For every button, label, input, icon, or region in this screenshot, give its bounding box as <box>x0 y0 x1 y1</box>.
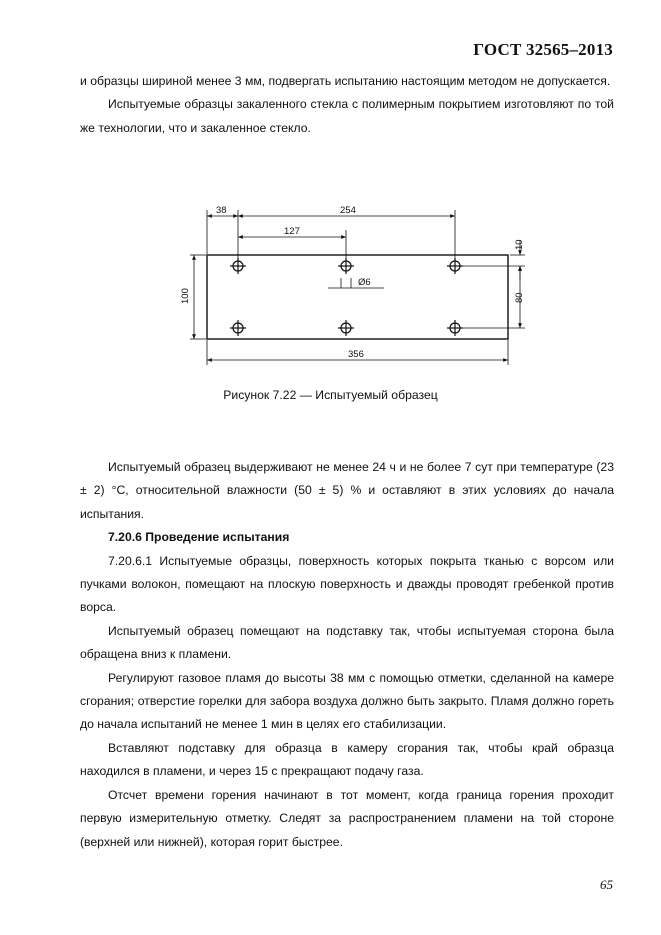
figure-caption: Рисунок 7.22 — Испытуемый образец <box>223 388 438 402</box>
paragraph: Испытуемый образец помещают на подставку так, чтобы испытуемая сторона была обращена вниз к пламени. <box>80 623 614 662</box>
paragraph: Регулируют газовое пламя до высоты 38 мм с помощью отметки, сделанной на камере сгорания; отверстие горелки для забора воздуха должно быть закрыто. Пламя должно гореть до начала испытаний не менее 1 мин в целях его стабилизации. <box>80 670 614 732</box>
paragraph: Вставляют подставку для образца в камеру сгорания так, чтобы край образца находился в пламени, и через 15 с прекращают подачу газа. <box>80 740 614 779</box>
body-text <box>80 456 614 854</box>
dim-100: 100 <box>180 288 191 304</box>
dim-10: 10 <box>514 239 525 250</box>
dim-127: 127 <box>284 226 300 237</box>
dim-80: 80 <box>514 292 525 303</box>
paragraph: 7.20.6.1 Испытуемые образцы, поверхность которых покрыта тканью с ворсом или пучками волокон, помещают на плоскую поверхность и дважды проводят гребенкой против ворса. <box>80 553 614 615</box>
dim-hole: Ø6 <box>358 277 371 288</box>
paragraph: Испытуемые образцы закаленного стекла с полимерным покрытием изготовляют по той же технологии, что и закаленное стекло. <box>80 97 614 135</box>
section-heading: 7.20.6 Проведение испытания <box>108 530 290 545</box>
page-number: 65 <box>600 877 613 892</box>
paragraph: и образцы шириной менее 3 мм, подвергать испытанию настоящим методом не допускается. <box>80 74 611 88</box>
paragraph: Испытуемый образец выдерживают не менее 24 ч и не более 7 сут при температуре (23 ± 2) °С, относительной влажности (50 ± 5) % и оставляют в этих условиях до начала испытания. <box>80 460 614 521</box>
holes <box>230 258 463 336</box>
test-specimen-drawing <box>170 200 540 370</box>
specimen-outline <box>207 255 508 339</box>
dim-38: 38 <box>216 205 227 216</box>
dim-356: 356 <box>348 349 364 360</box>
top-text <box>80 70 614 140</box>
paragraph: Отсчет времени горения начинают в тот момент, когда граница горения проходит первую измерительную отметку. Следят за распространением пламени на той стороне (верхней или нижней), которая горит быстрее. <box>80 787 614 849</box>
dim-254: 254 <box>340 205 356 216</box>
standard-header: ГОСТ 32565–2013 <box>473 40 613 59</box>
